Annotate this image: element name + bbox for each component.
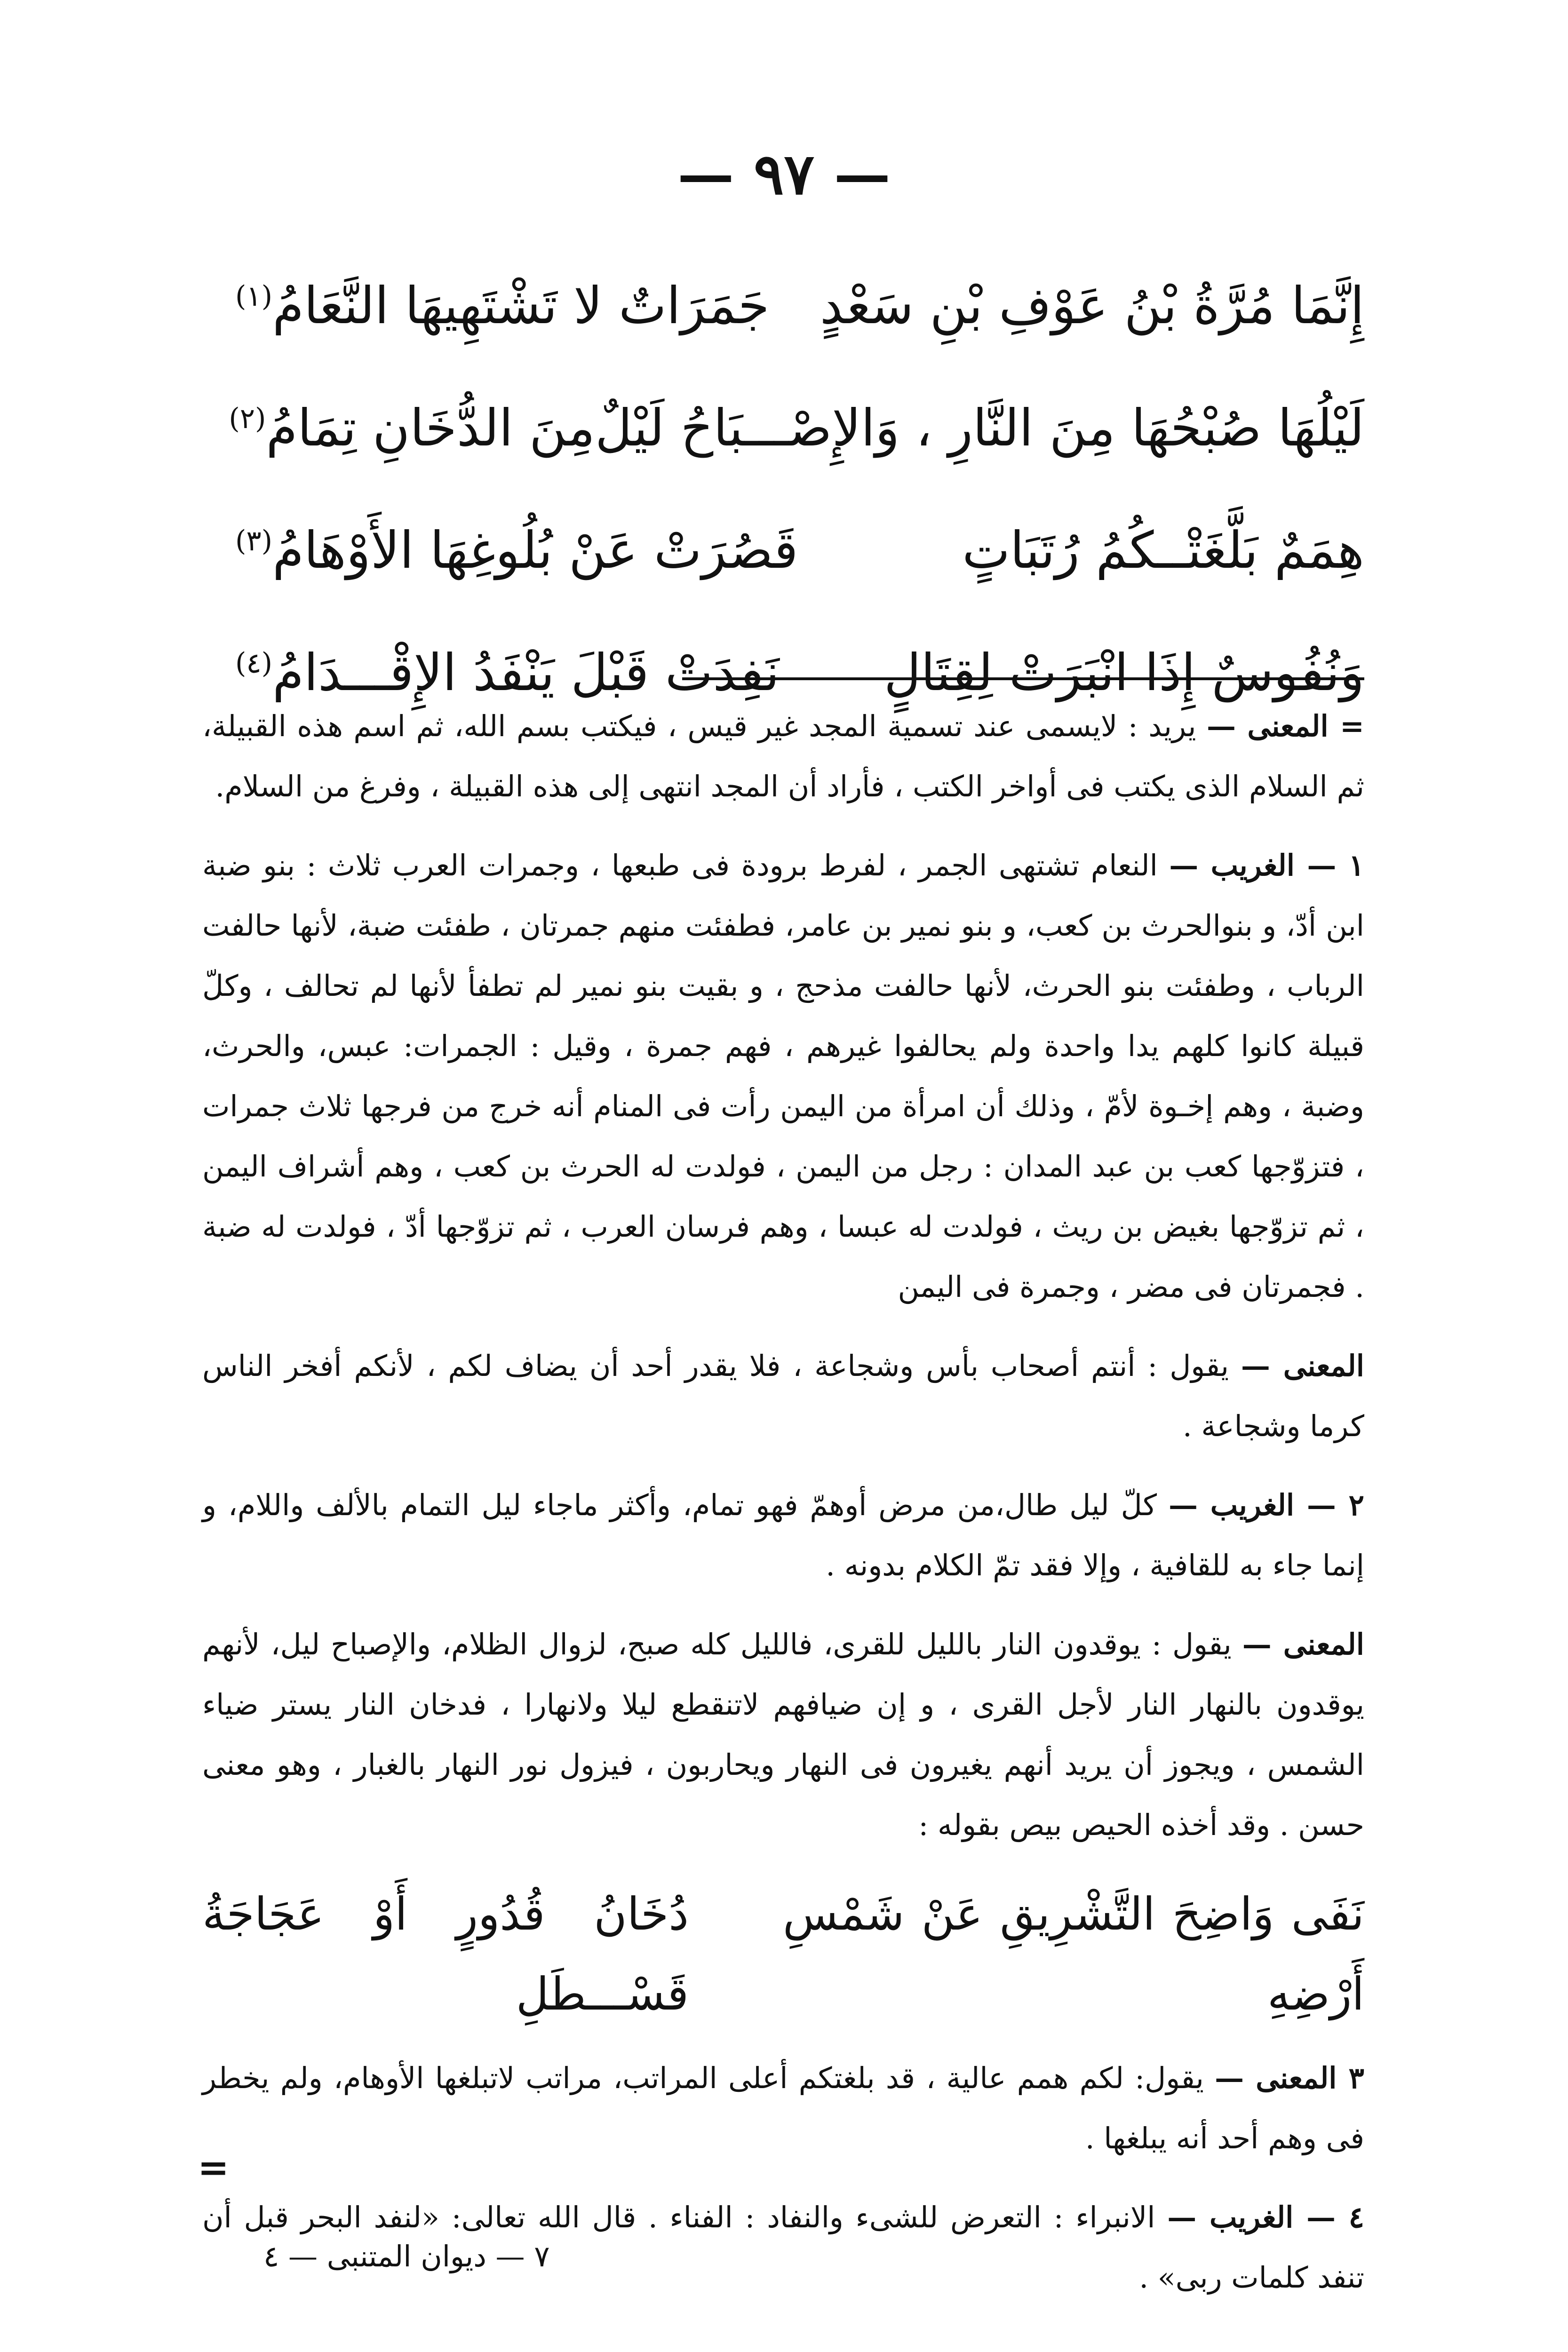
verse-second-hemistich <box>235 644 780 702</box>
paragraph-lead: ٤ — الغريب — <box>1167 2200 1364 2234</box>
footnote-number: (٤) <box>235 646 273 680</box>
verse-second-text: قَصُرَتْ عَنْ بُلُوغِهَا الأَوْهَامُ <box>272 521 798 580</box>
paragraph-text: كلّ ليل طال،من مرض أوهمّ فهو تمام، وأكثر ماجاء ليل التمام بالألف واللام، و إنما جاء به للقافية ، وإلا فقد تمّ الكلام بدونه . <box>202 1488 1364 1582</box>
footnote-number: (١) <box>235 279 273 313</box>
verse-line <box>235 489 1364 612</box>
verse-second-text: نَفِدَتْ قَبْلَ يَنْفَدُ الإِقْـــدَامُ <box>272 643 780 702</box>
paragraph-text: يريد : لايسمى عند تسمية المجد غير قيس ، فيكتب بسم الله، ثم اسم هذه القبيلة، ثم السلام الذى يكتب فى أواخر الكتب ، فأراد أن المجد انتهى إلى هذه القبيلة ، وفرغ من السلام. <box>202 709 1364 803</box>
commentary-paragraph <box>202 835 1364 1317</box>
footnote-number: (٣) <box>235 524 273 557</box>
verse-first-hemistich: لَيْلُهَا صُبْحُهَا مِنَ النَّارِ ، وَالإِصْـــبَاحُ لَيْلٌ <box>595 398 1364 458</box>
paragraph-lead: ١ — الغريب — <box>1169 848 1364 882</box>
verse-first-hemistich: إِنَّمَا مُرَّةُ بْنُ عَوْفِ بْنِ سَعْدٍ <box>820 276 1364 335</box>
paragraph-lead: المعنى — <box>1241 1349 1364 1383</box>
paragraph-text: يقول : يوقدون النار بالليل للقرى، فالليل كله صبح، لزوال الظلام، والإصباح ليل، لأنهم يوقدون بالنهار النار لأجل القرى ، و إن ضيافهم لاتنقطع ليلا ولانهارا ، فدخان النار يستر ضياء الشمس ، ويجوز أن يريد أنهم يغيرون فى النهار ويحاربون ، فيزول نور النهار بالغبار ، وهو معنى حسن . وقد أخذه الحيص بيص بقوله : <box>202 1627 1364 1842</box>
paragraph-lead: ٢ — الغريب — <box>1168 1488 1364 1522</box>
verse-first-hemistich: وَنُفُوسٌ إِذَا انْبَرَتْ لِقِتَالٍ <box>884 643 1364 702</box>
paragraph-lead: = المعنى — <box>1207 709 1365 743</box>
verse-second-text: مِنَ الدُّخَانِ تِمَامُ <box>266 398 596 458</box>
commentary-paragraph <box>202 696 1364 817</box>
verse-second-hemistich <box>235 277 770 335</box>
verse-line <box>235 245 1364 367</box>
verse-second-text: جَمَرَاتٌ لا تَشْتَهِيهَا النَّعَامُ <box>272 276 770 335</box>
paragraph-text: الانبراء : التعرض للشىء والنفاد : الفناء . قال الله تعالى: «لنفد البحر قبل أن تنفد كلمات ربى» . <box>202 2200 1364 2295</box>
paragraph-lead: المعنى — <box>1242 1627 1364 1661</box>
paragraph-text: يقول: لكم همم عالية ، قد بلغتكم أعلى المراتب، مراتب لاتبلغها الأوهام، ولم يخطر فى وهم أحد أنه يبلغها . <box>202 2061 1364 2155</box>
footnote-divider <box>682 677 1364 680</box>
verse-line <box>229 367 1364 489</box>
commentary-paragraph <box>202 1475 1364 1596</box>
footnote-number: (٢) <box>229 402 266 435</box>
verse-first-hemistich: هِمَمٌ بَلَّغَتْــكُمُ رُتَبَاتٍ <box>962 521 1364 580</box>
continuation-mark: = <box>198 2145 230 2189</box>
paragraph-text: النعام تشتهى الجمر ، لفرط برودة فى طبعها ، وجمرات العرب ثلاث : بنو ضبة ابن أدّ، و بنوالحرث بن كعب، و بنو نمير بن عامر، فطفئت منهم جمرتان ، طفئت ضبة، لأنها حالفت الرباب ، وطفئت بنو الحرث، لأنها حالفت مذحج ، و بقيت بنو نمير لم تطفأ لأنها لم تحالف ، وكلّ قبيلة كانوا كلهم يدا واحدة ولم يحالفوا غيرهم ، فهم جمرة ، وقيل : الجمرات: عبس، والحرث، وضبة ، وهم إخـوة لأمّ ، وذلك أن امرأة من اليمن رأت فى المنام أنه خرج من فرجها ثلاث جمرات ، فتزوّجها كعب بن عبد المدان : رجل من اليمن ، فولدت له الحرث بن كعب ، وهم أشراف اليمن ، ثم تزوّجها بغيض بن ريث ، فولدت له عبسا ، وهم فرسان العرب ، ثم تزوّجها أدّ ، فولدت له ضبة . فجمرتان فى مضر ، وجمرة فى اليمن <box>202 848 1364 1304</box>
verse-second-hemistich <box>235 521 798 580</box>
quoted-verse <box>202 1874 1364 2034</box>
commentary-paragraph <box>202 2048 1364 2169</box>
commentary-block <box>202 696 1364 2327</box>
paragraph-text: يقول : أنتم أصحاب بأس وشجاعة ، فلا يقدر أحد أن يضاف لكم ، لأنكم أفخر الناس كرما وشجاعة . <box>202 1349 1364 1443</box>
commentary-paragraph <box>202 1336 1364 1456</box>
paragraph-lead: ٣ المعنى — <box>1215 2061 1364 2095</box>
verse-second-hemistich <box>229 399 595 458</box>
quoted-verse-first: نَفَى وَاضِحَ التَّشْرِيقِ عَنْ شَمْسِ أَرْضِهِ <box>783 1888 1364 2020</box>
page-footer: ٧ — ديوان المتنبى — ٤ <box>263 2239 550 2273</box>
commentary-paragraph <box>202 1614 1364 1855</box>
page-number: — ٩٧ — <box>677 141 891 207</box>
poem-verses <box>229 245 1364 734</box>
quoted-verse-second: دُخَانُ قُدُورٍ أَوْ عَجَاجَةُ قَسْـــطَلِ <box>202 1888 689 2020</box>
